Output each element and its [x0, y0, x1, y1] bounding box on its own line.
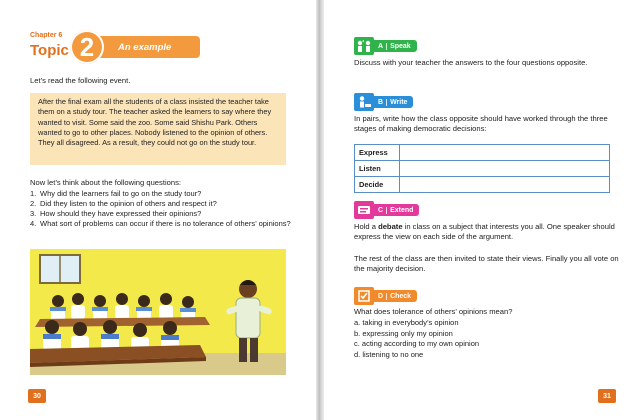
question-number: 1.	[30, 189, 37, 198]
left-page	[0, 0, 318, 420]
table-row-label: Decide	[355, 177, 400, 193]
table-answer-cell[interactable]	[400, 145, 610, 161]
question-text: How should they have expressed their opinions?	[40, 209, 202, 219]
extend-text-2: The rest of the class are then invited to state their views. Finally you all vote on the majority decision.	[354, 254, 619, 274]
section-check-tag	[374, 290, 417, 302]
section-letter: A	[378, 43, 387, 50]
table-row	[355, 145, 610, 161]
question-number: 2.	[30, 199, 37, 209]
section-check-header	[354, 288, 417, 304]
list-item	[30, 199, 292, 209]
question-text: Did they listen to the opinion of others and respect it?	[40, 199, 217, 209]
section-extend-tag	[374, 204, 419, 216]
list-item: c. acting according to my own opinion	[354, 339, 480, 349]
intro-text: Let’s read the following event.	[30, 76, 131, 85]
section-letter: B	[378, 99, 387, 106]
questions-intro: Now let’s think about the following questions:	[30, 178, 181, 187]
section-letter: C	[378, 207, 387, 214]
list-item	[30, 219, 292, 229]
extend-text-part: Hold a	[354, 222, 379, 231]
extend-text-bold: debate	[378, 222, 403, 231]
section-letter: D	[378, 293, 387, 300]
writing-person-icon	[354, 93, 374, 111]
section-extend-header	[354, 202, 419, 218]
extend-text	[354, 222, 624, 242]
check-question: What does tolerance of others’ opinions mean?	[354, 307, 513, 316]
write-text: In pairs, write how the class opposite should have worked through the three stages of making democratic decisions:	[354, 114, 608, 134]
topic-label: Topic	[30, 42, 69, 59]
classroom-illustration	[30, 249, 286, 375]
check-icon	[354, 287, 374, 305]
right-page	[322, 0, 640, 420]
topic-title	[96, 36, 200, 58]
table-answer-cell[interactable]	[400, 177, 610, 193]
section-speak-header	[354, 38, 417, 54]
extend-text-part: in class on a subject that interests you all. One speaker should express the view on each side of the argument.	[354, 222, 615, 242]
event-box	[30, 93, 286, 165]
event-text: After the final exam all the students of a class insisted the teacher take them on a study tour. The teacher asked the learners to say where they wanted to visit. Some said the zoo. Some said Shishu Park. Others wanted to go to other places. Nobody listened to the opinion of others. They all disagreed. As a result, they could not go on the study tour.	[38, 97, 272, 148]
table-row	[355, 161, 610, 177]
question-number: 4.	[30, 219, 37, 229]
topic-number-badge: 2	[70, 30, 104, 64]
question-text: Why did the learners fail to go on the study tour?	[40, 189, 202, 198]
question-number: 3.	[30, 209, 37, 219]
speaking-people-icon	[354, 37, 374, 55]
list-item: a. taking in everybody’s opinion	[354, 318, 459, 327]
section-write-tag	[374, 96, 413, 108]
page-number: 31	[598, 389, 616, 403]
question-text: What sort of problems can occur if there is no tolerance of others’ opinions?	[40, 219, 291, 229]
page-number: 30	[28, 389, 46, 403]
list-item	[30, 189, 292, 199]
topic-header	[30, 30, 200, 66]
table-answer-cell[interactable]	[400, 161, 610, 177]
questions-list	[30, 189, 292, 229]
list-item: b. expressing only my opinion	[354, 328, 453, 338]
decision-stages-table	[354, 144, 610, 193]
speak-text: Discuss with your teacher the answers to the four questions opposite.	[354, 58, 588, 67]
topic-title-text: An example	[118, 41, 172, 53]
chapter-label: Chapter 6	[30, 32, 63, 39]
check-options	[354, 318, 479, 360]
table-row-label: Listen	[355, 161, 400, 177]
section-label: Check	[390, 292, 412, 300]
section-label: Write	[390, 98, 408, 106]
list-item: d. listening to no one	[354, 349, 424, 359]
section-speak-tag	[374, 40, 417, 52]
list-item	[30, 209, 292, 219]
table-row	[355, 177, 610, 193]
section-label: Extend	[390, 206, 414, 214]
table-row-label: Express	[355, 145, 400, 161]
section-label: Speak	[390, 42, 411, 50]
section-write-header	[354, 94, 413, 110]
extend-icon	[354, 201, 374, 219]
